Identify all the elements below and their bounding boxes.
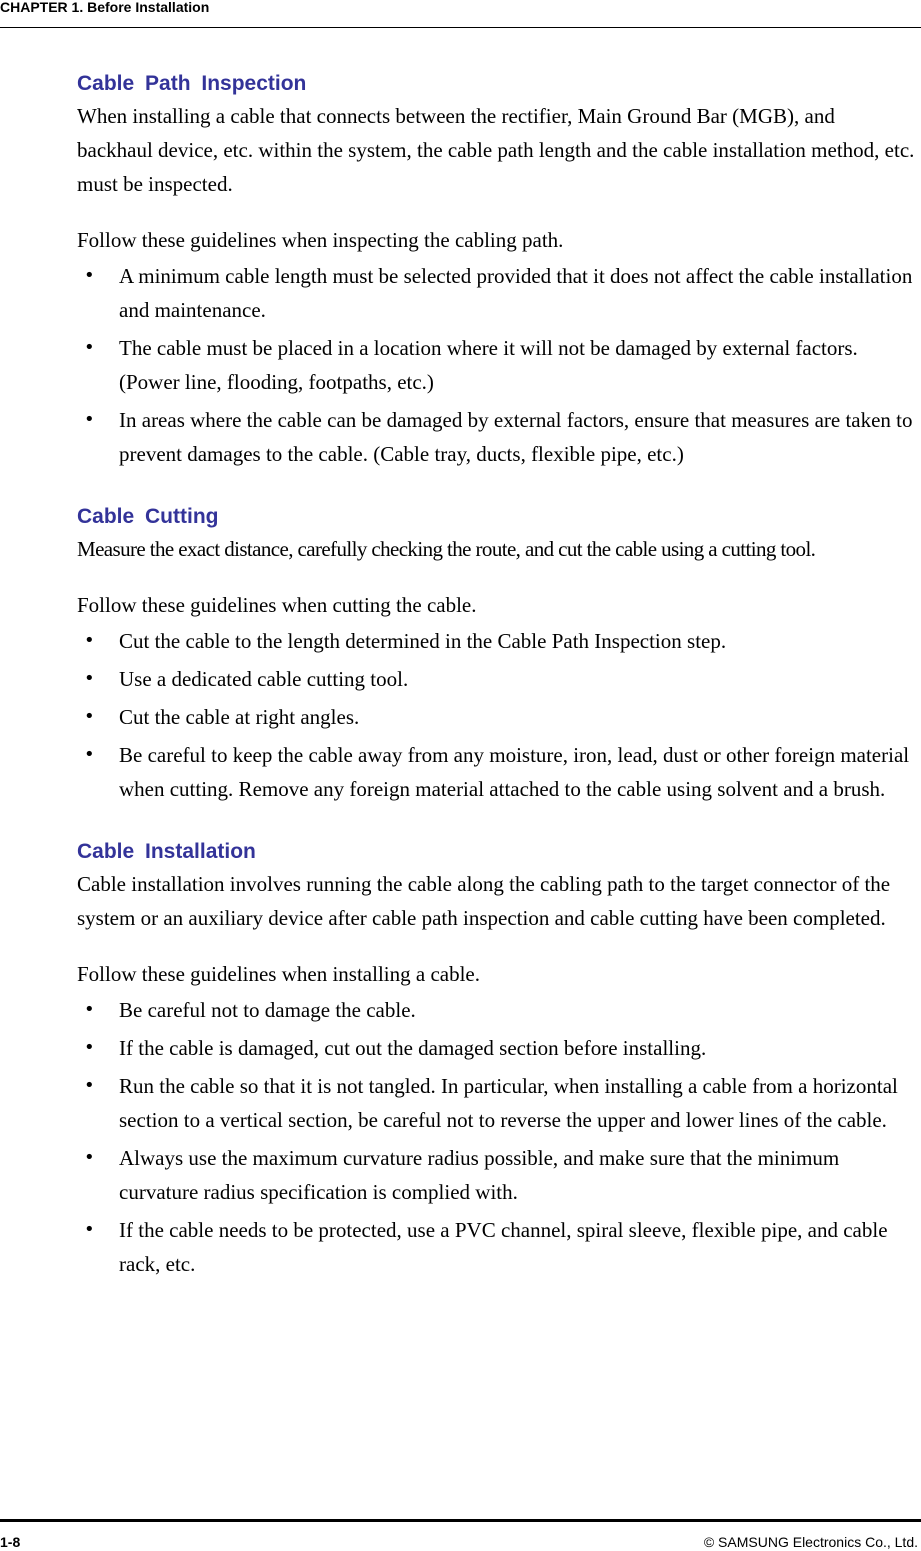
section-intro: Measure the exact distance, carefully checking the route, and cut the cable using a cutting tool. [77, 537, 816, 561]
bullet-icon: • [84, 265, 95, 286]
list-item-text: Use a dedicated cable cutting tool. [119, 667, 409, 691]
bullet-icon: • [84, 706, 95, 727]
list-item-text: Be careful not to damage the cable. [119, 998, 416, 1022]
list-item-text: If the cable is damaged, cut out the damaged section before installing. [119, 1036, 707, 1060]
guideline-list [77, 624, 915, 806]
bullet-icon: • [84, 337, 95, 358]
list-item-text: Cut the cable to the length determined in the Cable Path Inspection step. [119, 629, 727, 653]
list-item [77, 700, 915, 734]
page-number: 1-8 [0, 1534, 21, 1550]
bullet-icon: • [84, 1037, 95, 1058]
bullet-icon: • [84, 409, 95, 430]
list-item [77, 624, 915, 658]
list-item [77, 1069, 915, 1137]
bullet-icon: • [84, 999, 95, 1020]
list-item [77, 403, 915, 471]
guideline-lead: Follow these guidelines when installing a cable. [77, 962, 480, 986]
section-cable-cutting [77, 503, 915, 806]
page-content [77, 70, 915, 1281]
page-header [0, 0, 921, 28]
list-item-text: Run the cable so that it is not tangled. In particular, when installing a cable from a horizontal section to a vertical section, be careful not to reverse the upper and lower lines of the cable. [119, 1074, 898, 1132]
list-item-text: A minimum cable length must be selected provided that it does not affect the cable installation and maintenance. [119, 264, 913, 322]
bullet-icon: • [84, 1075, 95, 1096]
section-intro: Cable installation involves running the cable along the cabling path to the target connector of the system or an auxiliary device after cable path inspection and cable cutting have been completed. [77, 872, 891, 930]
bullet-icon: • [84, 630, 95, 651]
section-cable-installation [77, 838, 915, 1281]
guideline-list [77, 259, 915, 471]
section-intro: When installing a cable that connects between the rectifier, Main Ground Bar (MGB), and backhaul device, etc. within the system, the cable path length and the cable installation method, etc. must be inspected. [77, 104, 915, 196]
section-title: Cable Path Inspection [77, 72, 307, 95]
bullet-icon: • [84, 744, 95, 765]
list-item-text: In areas where the cable can be damaged by external factors, ensure that measures are taken to prevent damages to the cable. (Cable tray, ducts, flexible pipe, etc.) [119, 408, 913, 466]
section-cable-path-inspection [77, 70, 915, 471]
chapter-title: CHAPTER 1. Before Installation [0, 0, 210, 15]
list-item [77, 662, 915, 696]
list-item-text: Be careful to keep the cable away from any moisture, iron, lead, dust or other foreign material when cutting. Remove any foreign material attached to the cable using solvent and a brush. [119, 743, 910, 801]
list-item-text: Always use the maximum curvature radius possible, and make sure that the minimum curvature radius specification is complied with. [119, 1146, 840, 1204]
copyright-notice: © SAMSUNG Electronics Co., Ltd. [703, 1534, 918, 1550]
guideline-list [77, 993, 915, 1281]
section-title: Cable Installation [77, 840, 256, 863]
list-item [77, 993, 915, 1027]
bullet-icon: • [84, 1219, 95, 1240]
guideline-lead: Follow these guidelines when inspecting the cabling path. [77, 228, 564, 252]
footer-divider [0, 1519, 921, 1522]
bullet-icon: • [84, 668, 95, 689]
list-item-text: Cut the cable at right angles. [119, 705, 360, 729]
list-item [77, 1213, 915, 1281]
section-title: Cable Cutting [77, 505, 219, 528]
list-item [77, 259, 915, 327]
bullet-icon: • [84, 1147, 95, 1168]
list-item [77, 1141, 915, 1209]
list-item-text: The cable must be placed in a location where it will not be damaged by external factors. (Power line, flooding, footpaths, etc.) [119, 336, 858, 394]
list-item [77, 331, 915, 399]
list-item [77, 1031, 915, 1065]
list-item-text: If the cable needs to be protected, use a PVC channel, spiral sleeve, flexible pipe, and cable rack, etc. [119, 1218, 888, 1276]
list-item [77, 738, 915, 806]
guideline-lead: Follow these guidelines when cutting the cable. [77, 593, 477, 617]
